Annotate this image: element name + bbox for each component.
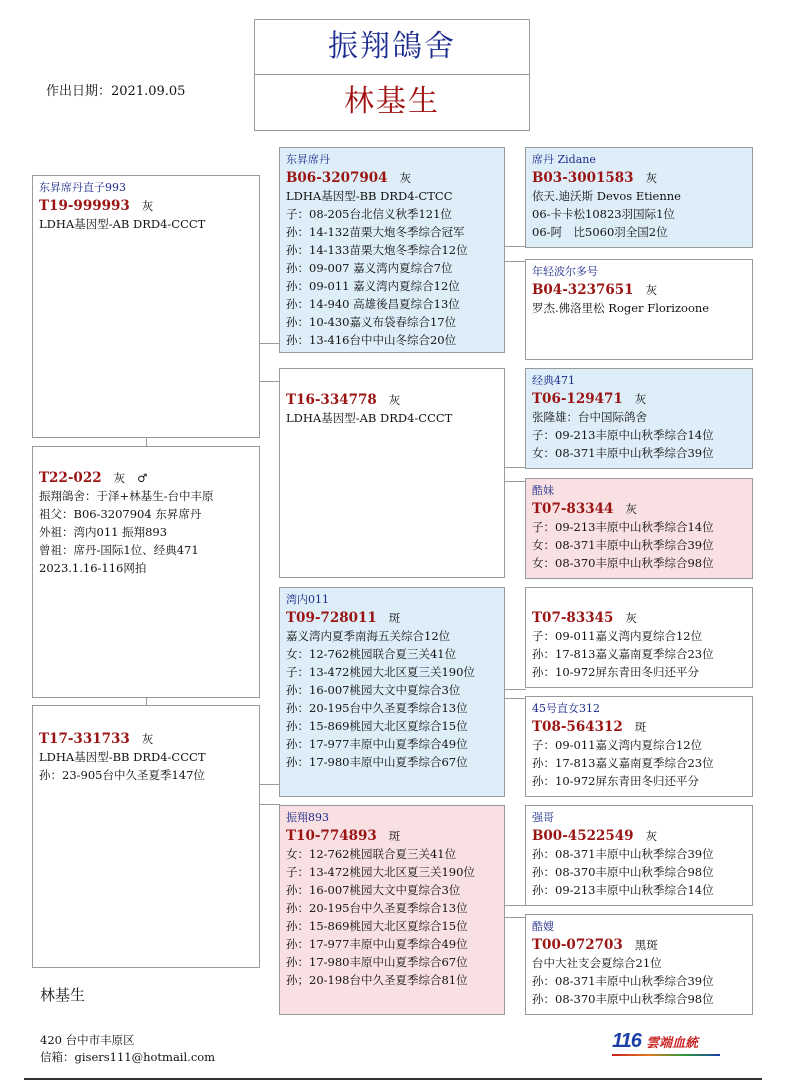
ggp-line: 孙：08-370丰原中山秋季综合98位 (532, 865, 714, 879)
ggp-color: 斑 (634, 720, 647, 734)
connector-gp2-ggp (504, 467, 526, 468)
ggp-tag: 45号直女312 (532, 702, 600, 715)
ggp-line: 06-阿 比5060羽全国2位 (532, 225, 668, 239)
gp-line: 女：12-762桃园联合夏三关41位 (286, 847, 457, 861)
ggp-color: 灰 (625, 611, 637, 625)
gp-tag: 湾内011 (286, 593, 329, 606)
ggp-card-1 (525, 147, 753, 248)
owner-name: 林基生 (344, 84, 440, 119)
ggp-color: 灰 (634, 392, 647, 406)
ggp-line: 依天.迪沃斯 Devos Etienne (532, 189, 681, 203)
gp-line: 女：12-762桃园联合夏三关41位 (286, 647, 457, 661)
ggp-ring: T06-129471 (532, 391, 623, 407)
connector-sire-gp2 (258, 381, 280, 382)
sire-line: LDHA基因型-AB DRD4-CCCT (39, 217, 206, 231)
connector-gp3-ggp2 (504, 698, 526, 699)
gp-line: 孙；20-198台中久圣夏季综合81位 (286, 973, 468, 987)
gp-line: 孙：17-977丰原中山夏季综合49位 (286, 737, 468, 751)
ggp-color: 灰 (625, 502, 637, 516)
gp-line: 孙：13-416台中中山冬综合20位 (286, 333, 457, 347)
gp-line: 孙：15-869桃园大北区夏综合15位 (286, 719, 468, 733)
dam-ring: T17-331733 (39, 731, 130, 747)
ggp-line: 女：08-371丰原中山秋季综合39位 (532, 446, 714, 460)
gp-color: 灰 (388, 393, 401, 407)
subject-line: 曾祖：席丹-国际1位、经典471 (39, 543, 199, 557)
gp-ring: B06-3207904 (286, 170, 388, 186)
ggp-line: 孙：17-813嘉义嘉南夏季综合23位 (532, 756, 714, 770)
connector-gp1-ggp2 (504, 261, 526, 262)
gp-line: 孙：20-195台中久圣夏季综合13位 (286, 701, 468, 715)
subject-line: 振翔鴿舍：于泽+林基生-台中丰原 (39, 489, 214, 503)
gp-line: 子：13-472桃园大北区夏三关190位 (286, 665, 475, 679)
gp-line: 孙：14-133苗栗大炮冬季综合12位 (286, 243, 468, 257)
ggp-line: 孙：08-371丰原中山秋季综合39位 (532, 974, 714, 988)
date-label: 作出日期：2021.09.05 (46, 84, 186, 99)
ggp-ring: B00-4522549 (532, 828, 634, 844)
connector-sire-gp1 (258, 343, 280, 344)
granddam-maternal-card (279, 805, 505, 1015)
ggp-line: 孙：08-371丰原中山秋季综合39位 (532, 847, 714, 861)
male-sex-icon: ♂ (137, 471, 148, 485)
subject-line: 外祖：湾内011 振翔893 (39, 525, 168, 539)
ggp-ring: T07-83345 (532, 610, 614, 626)
ggp-line: 子：09-213丰原中山秋季综合14位 (532, 428, 714, 442)
connector-gp3-ggp (504, 689, 526, 690)
sire-card (32, 175, 260, 438)
subject-card (32, 446, 260, 698)
footer-address: 420 台中市丰原区 (40, 1033, 135, 1047)
subject-line: 祖父：B06-3207904 东昇席丹 (39, 507, 202, 521)
ggp-color: 灰 (645, 283, 658, 297)
ggp-line: 孙：09-213丰原中山秋季综合14位 (532, 883, 714, 897)
connector-dam-gp3 (258, 784, 280, 785)
sire-ring: T19-999993 (39, 198, 130, 214)
logo-underline (612, 1054, 720, 1056)
gp-color: 斑 (388, 829, 401, 843)
ggp-line: 孙：08-370丰原中山秋季综合98位 (532, 992, 714, 1006)
ggp-line: 子：09-213丰原中山秋季综合14位 (532, 520, 714, 534)
gp-line: 孙：17-977丰原中山夏季综合49位 (286, 937, 468, 951)
gp-tag: 振翔893 (286, 811, 329, 824)
ggp-line: 张隆雄：台中国际鸽舍 (532, 410, 647, 424)
connector-gp4-ggp2 (504, 917, 526, 918)
sire-color: 灰 (141, 199, 154, 213)
header-title-box (254, 19, 530, 131)
gp-ring: T10-774893 (286, 828, 377, 844)
subject-color: 灰 (113, 471, 126, 485)
dam-card (32, 705, 260, 968)
ggp-line: 罗杰.佛洛里松 Roger Florizoone (532, 301, 710, 315)
ggp-tag: 酷嫂 (532, 920, 554, 933)
gp-line: 孙：14-132苗栗大炮冬季综合冠军 (286, 225, 465, 239)
sire-tag: 东昇席丹直子993 (39, 181, 126, 194)
granddam-paternal-card (279, 368, 505, 578)
ggp-color: 灰 (645, 171, 658, 185)
ggp-tag: 席丹 Zidane (532, 153, 596, 166)
gp-line: 嘉义湾内夏季南海五关综合12位 (286, 629, 451, 643)
gp-line: 孙：14-940 高雄後昌夏综合13位 (286, 297, 460, 311)
ggp-card-6 (525, 696, 753, 797)
logo-number: 116 (612, 1030, 641, 1052)
ggp-card-3 (525, 368, 753, 469)
cloud-pedigree-logo (612, 1030, 724, 1056)
ggp-card-4 (525, 478, 753, 579)
ggp-line: 孙：10-972屏东青田冬归还平分 (532, 665, 699, 679)
gp-line: 子：08-205台北信义秋季121位 (286, 207, 452, 221)
gp-tag: 东昇席丹 (286, 153, 330, 166)
dam-line: LDHA基因型-BB DRD4-CCCT (39, 750, 206, 764)
ggp-ring: B04-3237651 (532, 282, 634, 298)
gp-line: 孙：16-007桃园大文中夏综合3位 (286, 683, 461, 697)
dam-line: 孙：23-905台中久圣夏季147位 (39, 768, 205, 782)
ggp-color: 灰 (645, 829, 658, 843)
gp-line: 孙：17-980丰原中山夏季综合67位 (286, 955, 468, 969)
footer-email: 信箱：gisers111@hotmail.com (40, 1050, 216, 1064)
dam-color: 灰 (141, 732, 154, 746)
ggp-line: 06-卡卡松10823羽国际1位 (532, 207, 675, 221)
ggp-line: 孙：10-972屏东青田冬归还平分 (532, 774, 699, 788)
connector-gp2-ggp2 (504, 481, 526, 482)
ggp-card-7 (525, 805, 753, 906)
subject-line: 2023.1.16-116网拍 (39, 561, 147, 575)
loft-name: 振翔鴿舍 (255, 20, 529, 75)
logo-text: 雲端血統 (646, 1035, 699, 1050)
ggp-line: 女：08-370丰原中山秋季综合98位 (532, 556, 714, 570)
ggp-tag: 强哥 (532, 811, 554, 824)
gp-color: 斑 (388, 611, 401, 625)
ggp-card-2 (525, 259, 753, 360)
connector-gp4-ggp (504, 905, 526, 906)
ggp-line: 子：09-011嘉义湾内夏综合12位 (532, 738, 703, 752)
gp-line: 孙：09-007 嘉义湾内夏综合7位 (286, 261, 453, 275)
ggp-ring: B03-3001583 (532, 170, 634, 186)
gp-line: 孙：10-430嘉义布袋春综合17位 (286, 315, 457, 329)
grandsire-paternal-card (279, 147, 505, 353)
gp-line: 孙：09-011 嘉义湾内夏综合12位 (286, 279, 460, 293)
connector-gp1-ggp (504, 246, 526, 247)
footer-owner: 林基生 (40, 986, 86, 1004)
ggp-ring: T07-83344 (532, 501, 614, 517)
gp-line: 子：13-472桃园大北区夏三关190位 (286, 865, 475, 879)
ggp-tag: 年轻波尔多号 (532, 265, 598, 278)
gp-line: LDHA基因型-BB DRD4-CTCC (286, 189, 453, 203)
ggp-color: 黑斑 (634, 938, 658, 952)
footer-divider (24, 1078, 762, 1080)
grandsire-maternal-card (279, 587, 505, 797)
gp-ring: T16-334778 (286, 392, 377, 408)
ggp-line: 台中大社支会夏综合21位 (532, 956, 662, 970)
gp-color: 灰 (399, 171, 412, 185)
ggp-line: 孙：17-813嘉义嘉南夏季综合23位 (532, 647, 714, 661)
gp-line: 孙：20-195台中久圣夏季综合13位 (286, 901, 468, 915)
ggp-line: 女：08-371丰原中山秋季综合39位 (532, 538, 714, 552)
connector-dam-gp4 (258, 804, 280, 805)
ggp-card-5 (525, 587, 753, 688)
gp-line: LDHA基因型-AB DRD4-CCCT (286, 411, 453, 425)
subject-ring: T22-022 (39, 470, 102, 486)
gp-line: 孙：15-869桃园大北区夏综合15位 (286, 919, 468, 933)
ggp-ring: T00-072703 (532, 937, 623, 953)
ggp-tag: 酷妹 (532, 484, 554, 497)
gp-ring: T09-728011 (286, 610, 377, 626)
ggp-line: 子：09-011嘉义湾内夏综合12位 (532, 629, 703, 643)
gp-line: 孙：16-007桃园大文中夏综合3位 (286, 883, 461, 897)
gp-line: 孙：17-980丰原中山夏季综合67位 (286, 755, 468, 769)
ggp-card-8 (525, 914, 753, 1015)
ggp-ring: T08-564312 (532, 719, 623, 735)
ggp-tag: 经典471 (532, 374, 575, 387)
